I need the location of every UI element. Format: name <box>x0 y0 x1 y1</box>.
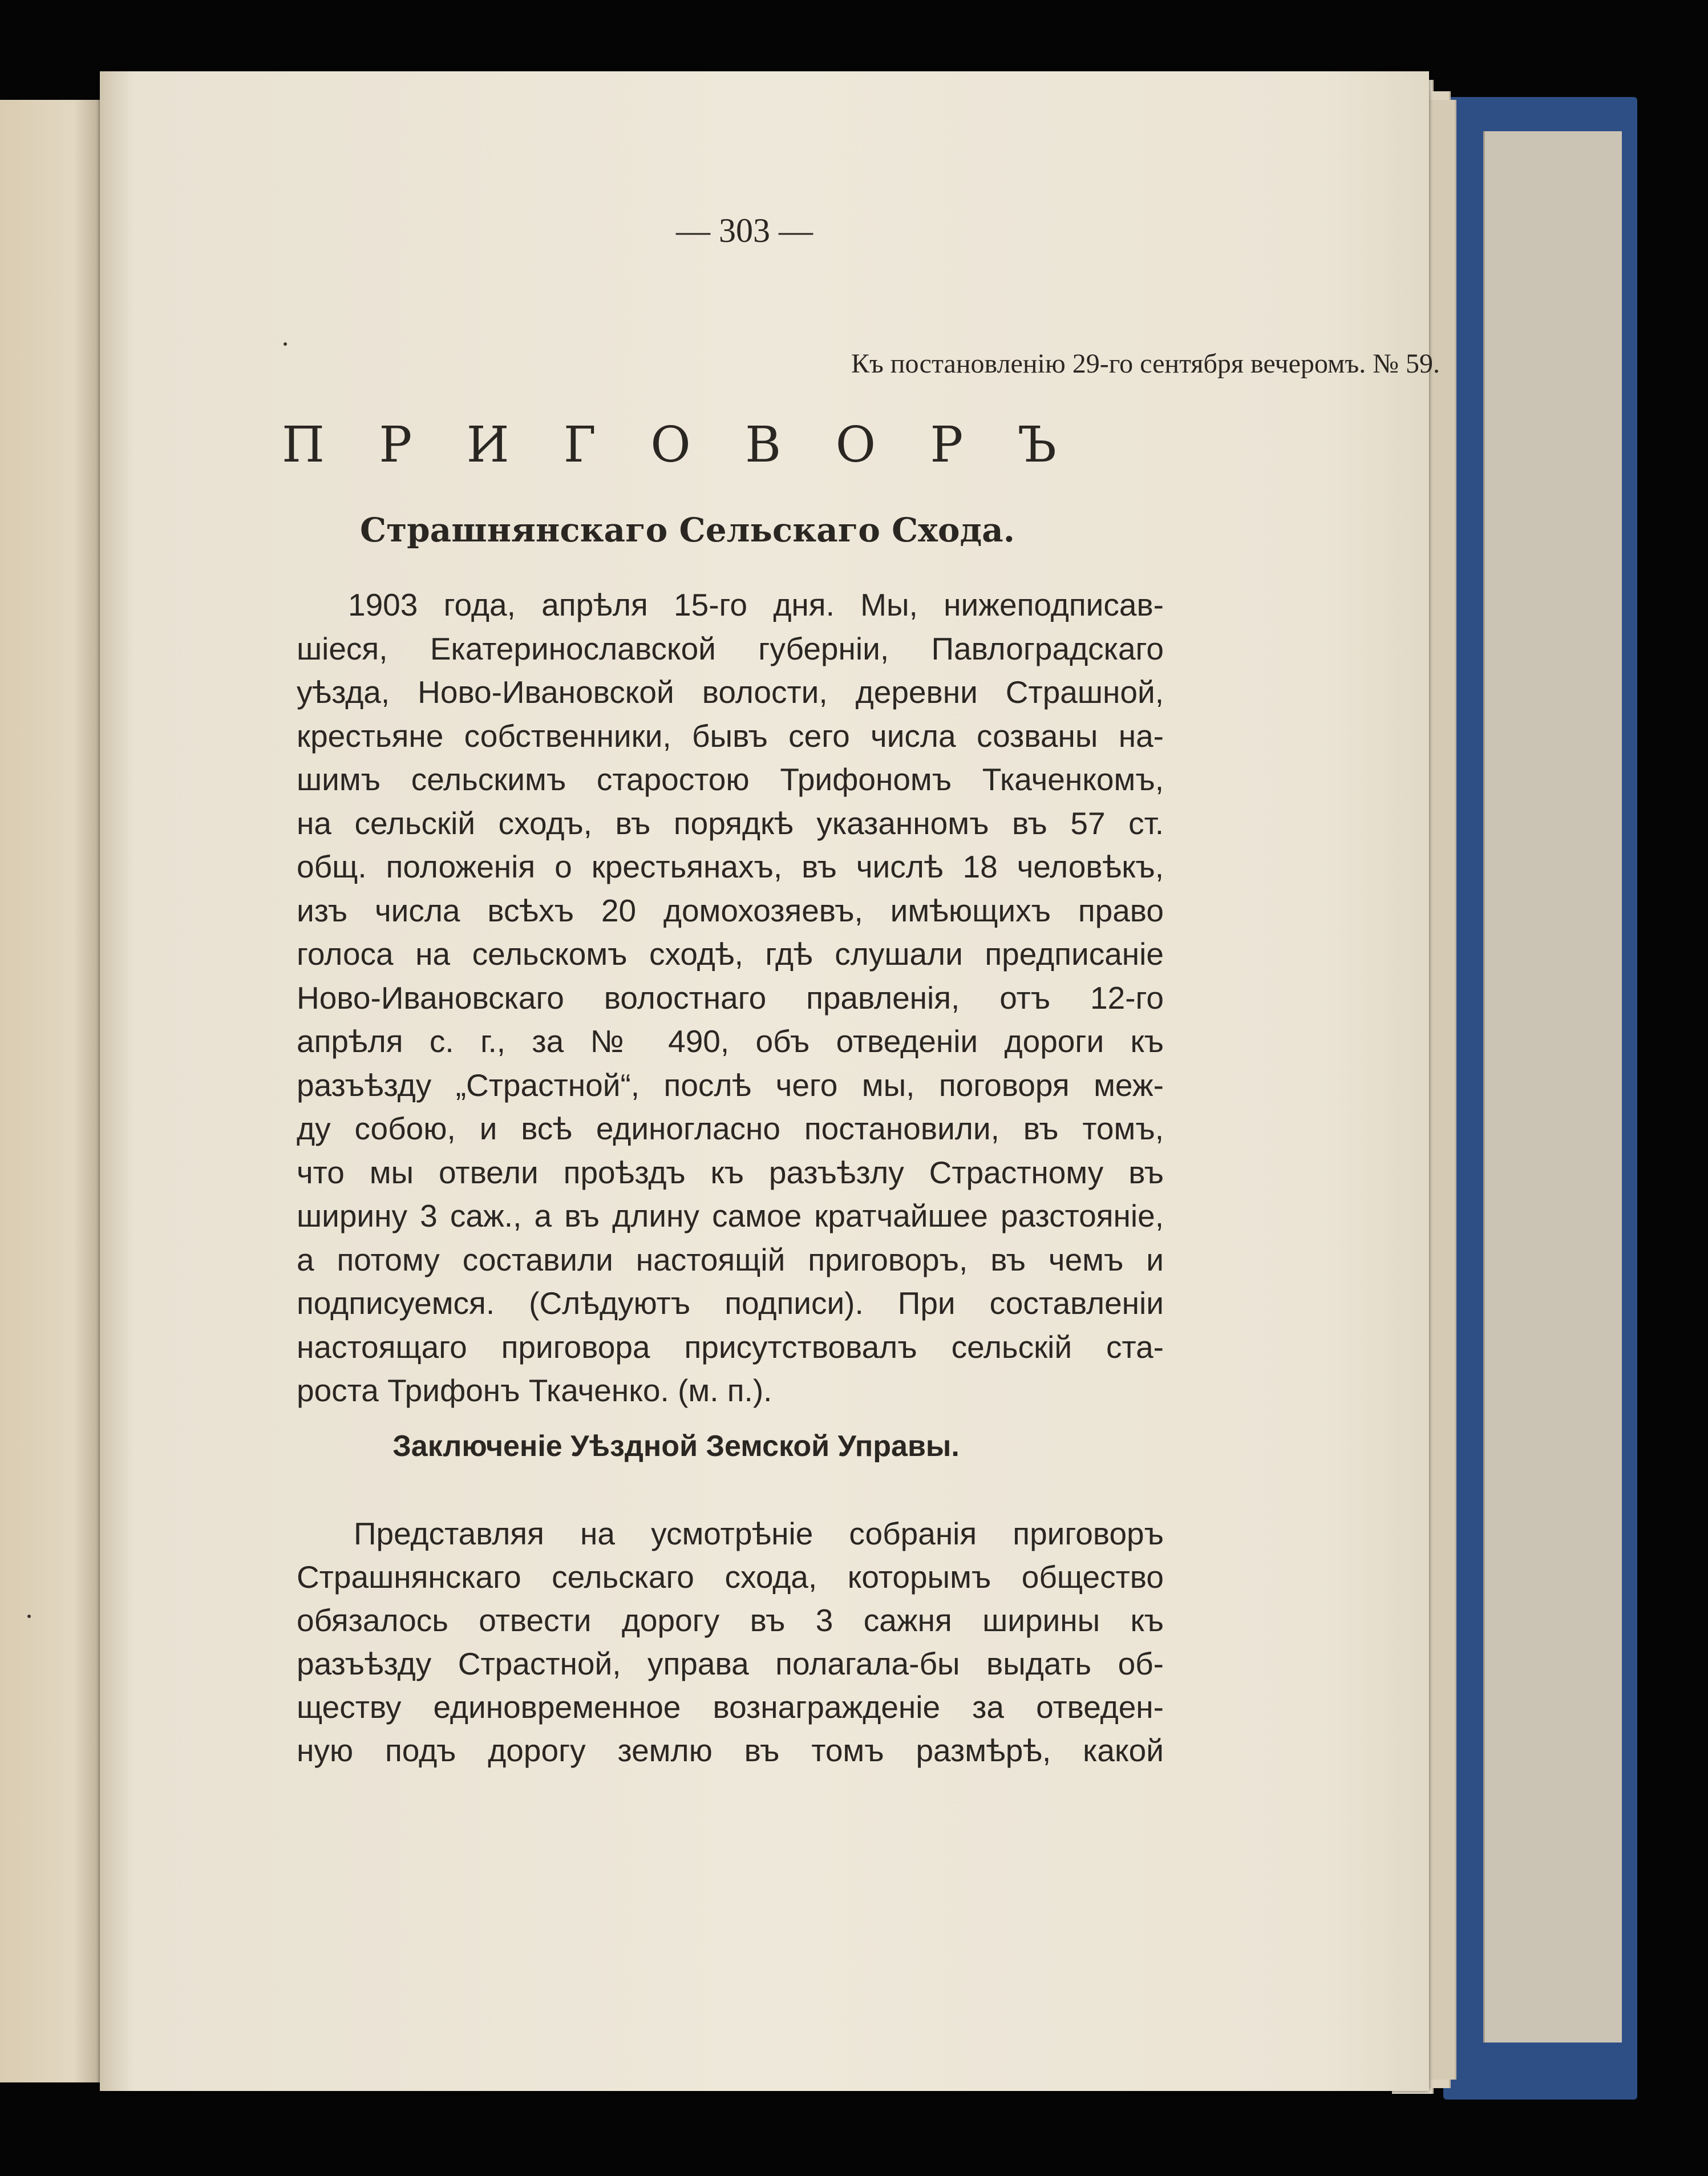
text-line: изъ числа всѣхъ 20 домохозяевъ, имѣющихъ право <box>297 892 1164 928</box>
text-line: а потому составили настоящій приговоръ, въ чемъ и <box>297 1241 1164 1277</box>
document-title: П Р И Г О В О Р Ъ <box>282 416 1076 474</box>
conclusion-text <box>297 1512 1164 1772</box>
text-line: Ново-Ивановскаго волостнаго правленія, отъ 12-го <box>297 980 1164 1016</box>
text-line: крестьяне собственники, бывъ сего числа созваны на- <box>297 718 1164 754</box>
text-line: шимъ сельскимъ старостою Трифономъ Ткаченкомъ, <box>297 762 1164 797</box>
text-line: голоса на сельскомъ сходѣ, гдѣ слушали предписаніе <box>297 936 1164 972</box>
paper-speck <box>284 342 287 346</box>
document-subtitle: Страшнянскаго Сельскаго Схода. <box>360 511 1015 549</box>
text-line: разъѣзду „Страстной“, послѣ чего мы, поговоря меж- <box>297 1067 1164 1103</box>
resolution-reference: Къ постановленію 29-го сентября вечеромъ. № 59. <box>851 349 1440 379</box>
page-number: — 303 — <box>676 212 813 249</box>
text-line: Представляя на усмотрѣніе собранія приговоръ <box>354 1516 1164 1551</box>
text-line: роста Трифонъ Ткаченко. (м. п.). <box>297 1373 772 1408</box>
text-line: подписуемся. (Слѣдуютъ подписи). При составленіи <box>297 1285 1164 1321</box>
paper-speck <box>27 1615 31 1618</box>
text-line: 1903 года, апрѣля 15-го дня. Мы, нижеподписав- <box>348 587 1164 622</box>
verdict-text <box>297 583 1164 1413</box>
section-heading: Заключеніе Уѣздной Земской Управы. <box>392 1430 960 1463</box>
cover-endpaper <box>1483 131 1622 2042</box>
text-line: ную подъ дорогу землю въ томъ размѣрѣ, какой <box>297 1733 1164 1768</box>
page-edge <box>1426 100 1456 2080</box>
text-line: шіеся, Екатеринославской губерніи, Павлоградскаго <box>297 630 1164 666</box>
text-line: апрѣля с. г., за № 490, объ отведеніи дороги къ <box>297 1024 1164 1059</box>
text-line: обязалось отвести дорогу въ 3 сажня ширины къ <box>297 1603 1164 1638</box>
text-line: настоящаго приговора присутствовалъ сельскій ста- <box>297 1329 1164 1365</box>
text-line: ществу единовременное вознагражденіе за отведен- <box>297 1689 1164 1725</box>
text-line: на сельскій сходъ, въ порядкѣ указанномъ въ 57 ст. <box>297 805 1164 841</box>
text-line: Страшнянскаго сельскаго схода, которымъ общество <box>297 1559 1164 1595</box>
text-line: ду собою, и всѣ единогласно постановили, въ томъ, <box>297 1111 1164 1146</box>
text-line: ширину 3 саж., а въ длину самое кратчайшее разстояніе, <box>297 1198 1164 1233</box>
text-line: уѣзда, Ново-Ивановской волости, деревни Страшной, <box>297 674 1164 710</box>
facing-page-left <box>0 100 106 2082</box>
text-line: разъѣзду Страстной, управа полагала-бы выдать об- <box>297 1646 1164 1681</box>
text-line: что мы отвели проѣздъ къ разъѣзлу Страстному въ <box>297 1154 1164 1190</box>
text-line: общ. положенія о крестьянахъ, въ числѣ 18 человѣкъ, <box>297 849 1164 884</box>
